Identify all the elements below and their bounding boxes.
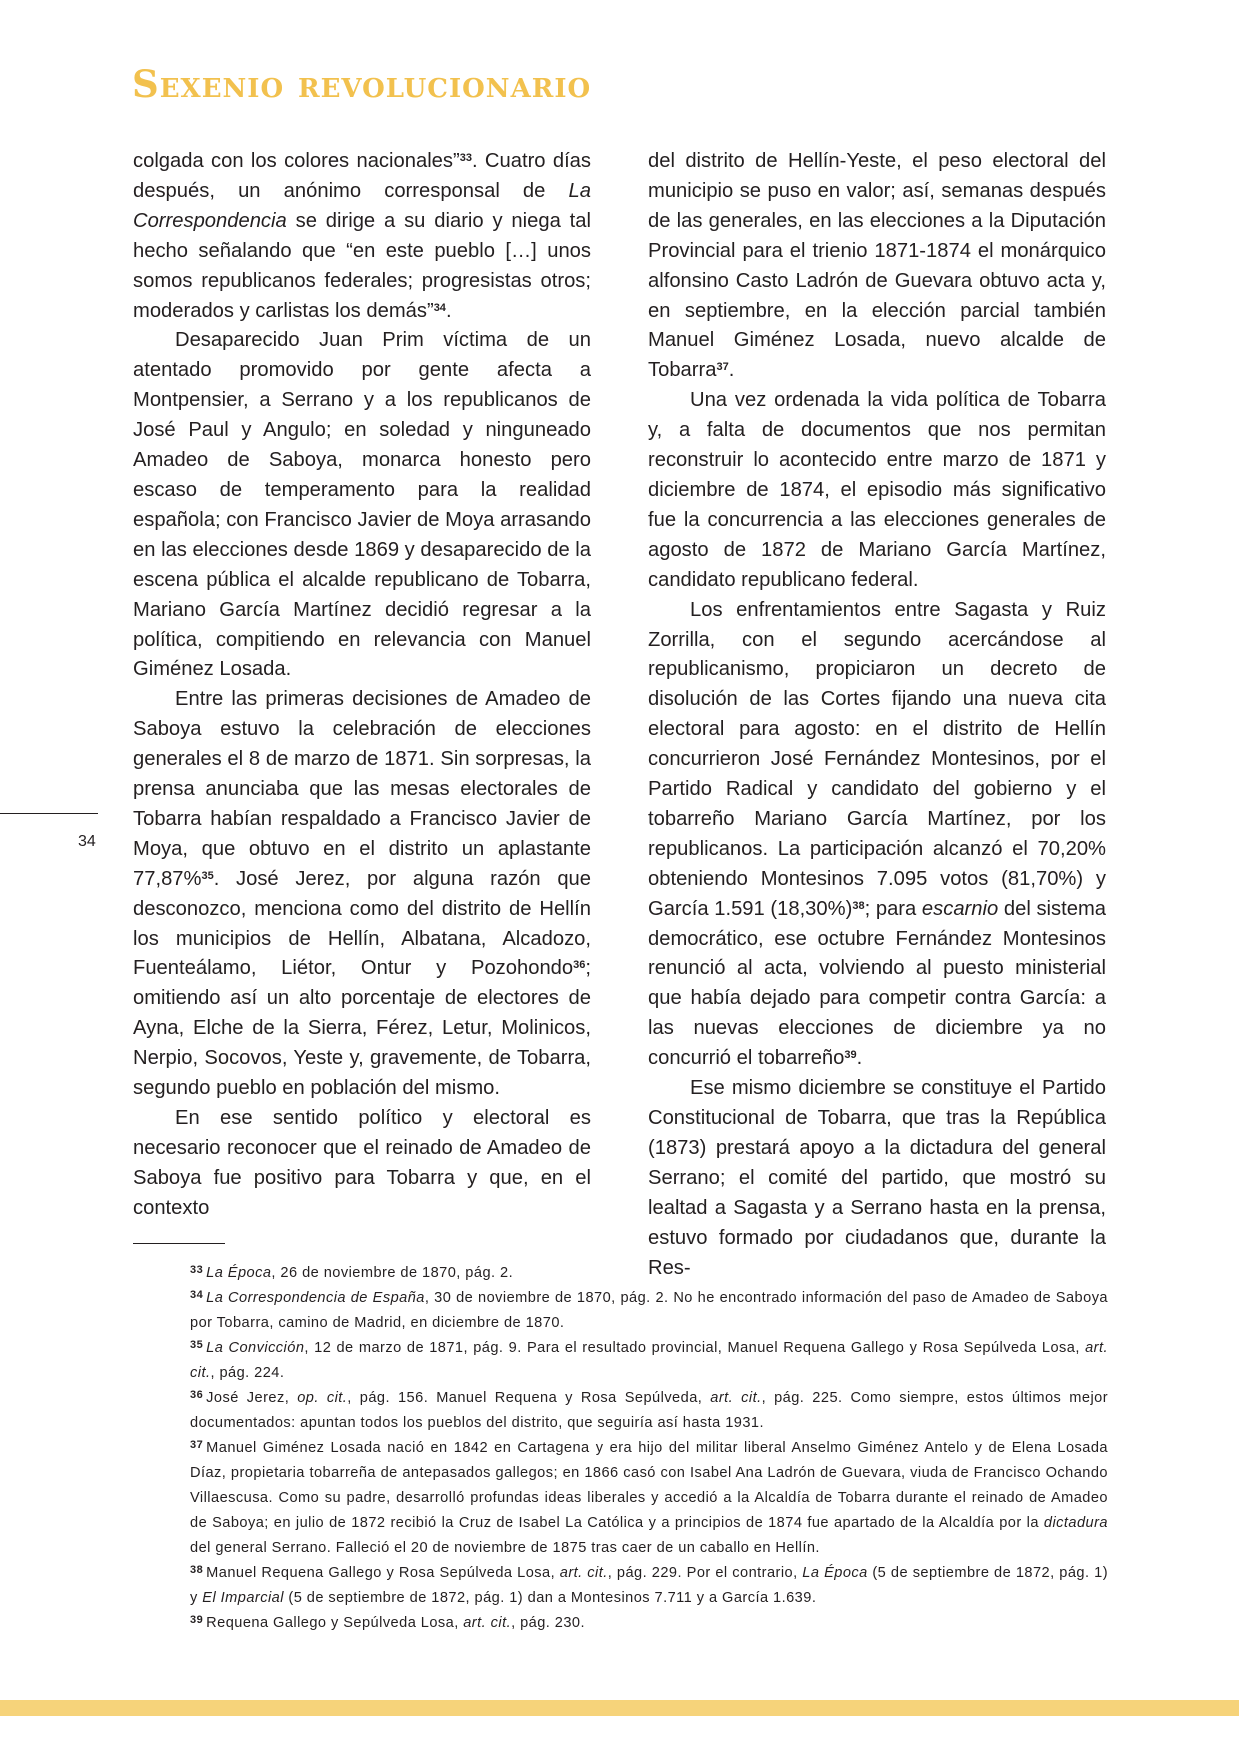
left-column [133, 147, 591, 1224]
footnote-39: $^{39}$ Requena Gallego y Sepúlveda Losa, art. cit., pág. 230. [190, 1614, 585, 1631]
footnote-ref[interactable]: 37 [716, 361, 729, 374]
footnote-33: $^{33}$ La Época, 26 de noviembre de 1870, pág. 2. [190, 1264, 514, 1281]
paragraph: Entre las primeras decisiones de Amadeo de Saboya estuvo la celebración de elecciones generales el 8 de marzo de 1871. Sin sorpresas, la prensa anunciaba que las mesas electorales de Tobarra habían respaldado a Francisco Javier de Moya, que obtuvo en el distrito un aplastante 77,87%$^{35}$. José Jerez, por alguna razón que desconozco, menciona como del distrito de Hellín los municipios de Hellín, Albatana, Alcadozo, Fuenteálamo, Liétor, Ontur y Pozohondo$^{36}$; omitiendo así un alto porcentaje de electores de Ayna, Elche de la Sierra, Férez, Letur, Molinicos, Nerpio, Socovos, Yeste y, gravemente, de Tobarra, segundo pueblo en población del mismo. [133, 688, 591, 1100]
footnote-37: $^{37}$ Manuel Giménez Losada nació en 1842 en Cartagena y era hijo del militar liberal Anselmo Giménez Antelo y de Elena Losada Díaz, propietaria tobarreña de antepasados gallegos; en 1866 casó con Isabel Ana Ladrón de Guevara, viuda de Francisco Ochando Villaescusa. Como su padre, desarrolló profundas ideas liberales y accedió a la Alcaldía de Tobarra durante el reinado de Amadeo de Saboya; en julio de 1872 recibió la Cruz de Isabel La Católica y a principios de 1874 fue apartado de la Alcaldía por la dictadura del general Serrano. Falleció el 20 de noviembre de 1875 tras caer de un caballo en Hellín. [190, 1439, 1108, 1556]
footnote-34: $^{34}$ La Correspondencia de España, 30 de noviembre de 1870, pág. 2. No he encontrado información del paso de Amadeo de Saboya por Tobarra, camino de Madrid, en diciembre de 1870. [190, 1289, 1109, 1331]
footnote-ref[interactable]: 34 [433, 301, 446, 314]
margin-rule [0, 813, 98, 814]
paragraph: En ese sentido político y electoral es necesario reconocer que el reinado de Amadeo de Saboya fue positivo para Tobarra y que, en el contexto [133, 1107, 591, 1219]
right-column [648, 147, 1106, 1283]
footnote-rule [133, 1243, 225, 1244]
footnote-35: $^{35}$ La Convicción, 12 de marzo de 1871, pág. 9. Para el resultado provincial, Manuel Requena Gallego y Rosa Sepúlveda Losa, art. cit., pág. 224. [190, 1339, 1108, 1381]
paragraph: Una vez ordenada la vida política de Tobarra y, a falta de documentos que nos permitan reconstruir lo acontecido entre marzo de 1871 y diciembre de 1874, el episodio más significativo fue la concurrencia a las elecciones generales de agosto de 1872 de Mariano García Martínez, candidato republicano federal. [648, 389, 1106, 591]
paragraph: Desaparecido Juan Prim víctima de un atentado promovido por gente afecta a Montpensier, a Serrano y a los republicanos de José Paul y Angulo; en soledad y ninguneado Amadeo de Saboya, monarca honesto pero escaso de temperamento para la realidad española; con Francisco Javier de Moya arrasando en las elecciones desde 1869 y desaparecido de la escena pública el alcalde republicano de Tobarra, Mariano García Martínez decidió regresar a la política, compitiendo en relevancia con Manuel Giménez Losada. [133, 329, 591, 681]
footnote-ref[interactable]: 33 [459, 152, 472, 164]
bottom-decorative-band [0, 1700, 1239, 1716]
paragraph: Los enfrentamientos entre Sagasta y Ruiz Zorrilla, con el segundo acercándose al republicanismo, propiciaron un decreto de disolución de las Cortes fijando una nueva cita electoral para agosto: en el distrito de Hellín concurrieron José Fernández Montesinos, por el Partido Radical y candidato del gobierno y el tobarreño Mariano García Martínez, por los republicanos. La participación alcanzó el 70,20% obteniendo Montesinos 7.095 votos (81,70%) y García 1.591 (18,30%)$^{38}$; para escarnio del sistema democrático, ese octubre Fernández Montesinos renunció al acta, volviendo al puesto ministerial que había dejado para competir contra García: a las nuevas elecciones de diciembre ya no concurrió el tobarreño$^{39}$. [648, 598, 1107, 1070]
paragraph: Ese mismo diciembre se constituye el Partido Constitucional de Tobarra, que tras la República (1873) prestará apoyo a la dictadura del general Serrano; el comité del partido, que mostró su lealtad a Sagasta y a Serrano hasta en la prensa, estuvo formado por ciudadanos que, durante la Res- [648, 1077, 1106, 1279]
footnote-ref[interactable]: 36 [573, 959, 586, 972]
footnote-ref[interactable]: 39 [844, 1049, 857, 1062]
footnotes [190, 1261, 1108, 1636]
paragraph: colgada con los colores nacionales”$^{33}$. Cuatro días después, un anónimo corresponsal de La Correspondencia se dirige a su diario y niega tal hecho señalando que “en este pueblo […] unos somos republicanos federales; progresistas otros; moderados y carlistas los demás”$^{34}$. [133, 150, 592, 322]
running-title: Sexenio revolucionario [132, 62, 592, 106]
footnote-ref[interactable]: 35 [201, 869, 214, 882]
footnote-36: $^{36}$ José Jerez, op. cit., pág. 156. Manuel Requena y Rosa Sepúlveda, art. cit., pág. 225. Como siempre, estos últimos mejor documentados: apuntan todos los pueblos del distrito, que seguiría así hasta 1931. [190, 1389, 1109, 1431]
page-number: 34 [78, 833, 96, 850]
footnote-38: $^{38}$ Manuel Requena Gallego y Rosa Sepúlveda Losa, art. cit., pág. 229. Por el contrario, La Época (5 de septiembre de 1872, pág. 1) y El Imparcial (5 de septiembre de 1872, pág. 1) dan a Montesinos 7.711 y a García 1.639. [190, 1564, 1108, 1606]
footnote-ref[interactable]: 38 [852, 899, 865, 912]
paragraph: del distrito de Hellín-Yeste, el peso electoral del municipio se puso en valor; así, semanas después de las generales, en las elecciones a la Diputación Provincial para el trienio 1871-1874 el monárquico alfonsino Casto Ladrón de Guevara obtuvo acta y, en septiembre, en la elección parcial también Manuel Giménez Losada, nuevo alcalde de Tobarra$^{37}$. [648, 150, 1106, 382]
